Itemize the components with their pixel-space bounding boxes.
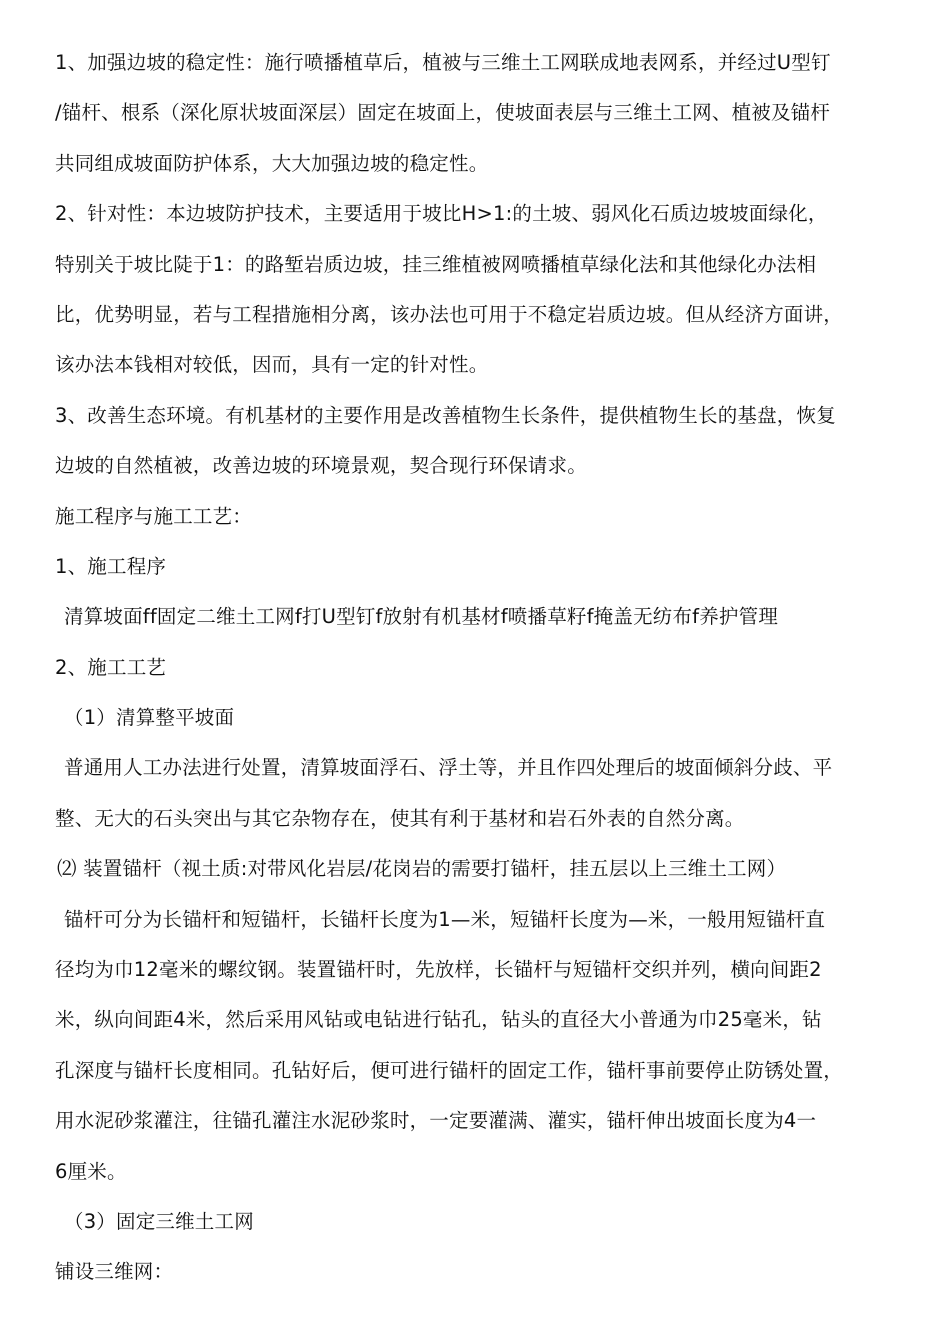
text-line: 铺设三维网： <box>55 1260 174 1284</box>
text-line: 边坡的自然植被，改善边坡的环境景观，契合现行环保请求。 <box>55 454 587 478</box>
section-heading: 施工程序与施工工艺： <box>55 504 253 528</box>
text-line: 6厘米。 <box>55 1159 127 1183</box>
text-line: /锚杆、根系（深化原状坡面深层）固定在坡面上，使坡面表层与三维土工网、植被及锚杆 <box>55 101 831 125</box>
text-line: 径均为巾12毫米的螺纹钢。装置锚杆时，先放样，长锚杆与短锚杆交织并列，横向间距2 <box>55 958 822 982</box>
text-line: 米，纵向间距4米，然后采用风钻或电钻进行钻孔，钻头的直径大小普通为巾25毫米，钻 <box>55 1008 822 1032</box>
procedure-flow: 清算坡面ff固定二维土工网f打U型钉f放射有机基材f喷播草籽f掩盖无纺布f养护管理 <box>64 605 779 629</box>
text-line: 锚杆可分为长锚杆和短锚杆，长锚杆长度为1—米，短锚杆长度为—米，一般用短锚杆直 <box>64 907 826 931</box>
text-line: 整、无大的石头突出与其它杂物存在，使其有利于基材和岩石外表的自然分离。 <box>55 806 745 830</box>
text-line: 孔深度与锚杆长度相同。孔钻好后，便可进行锚杆的固定工作，锚杆事前要停止防锈处置， <box>55 1058 844 1082</box>
subsection-heading: 2、施工工艺 <box>55 655 167 679</box>
step-heading: （3）固定三维土工网 <box>64 1209 254 1233</box>
document-page <box>55 46 900 1306</box>
text-line: 普通用人工办法进行处置，清算坡面浮石、浮土等，并且作四处理后的坡面倾斜分歧、平 <box>64 756 833 780</box>
text-line: 3、改善生态环境。有机基材的主要作用是改善植物生长条件，提供植物生长的基盘，恢复 <box>55 403 836 427</box>
text-line: 2、针对性：本边坡防护技术，主要适用于坡比H>1:的土坡、弱风化石质边坡坡面绿化， <box>55 202 828 226</box>
text-line: 1、加强边坡的稳定性：施行喷播植草后，植被与三维土工网联成地表网系，并经过U型钉 <box>55 51 831 74</box>
text-line: 共同组成坡面防护体系，大大加强边坡的稳定性。 <box>55 151 489 175</box>
step-heading: （1）清算整平坡面 <box>64 706 235 730</box>
text-line: 比，优势明显，若与工程措施相分离，该办法也可用于不稳定岩质边坡。但从经济方面讲， <box>55 302 844 326</box>
step-heading: ⑵ 装置锚杆（视土质:对带风化岩层/花岗岩的需要打锚杆，挂五层以上三维土工网） <box>57 857 787 881</box>
subsection-heading: 1、施工程序 <box>55 554 167 578</box>
text-line: 用水泥砂浆灌注，往锚孔灌注水泥砂浆时，一定要灌满、灌实，锚杆伸出坡面长度为4一 <box>55 1109 817 1133</box>
text-line: 该办法本钱相对较低，因而，具有一定的针对性。 <box>55 353 489 377</box>
text-line: 特别关于坡比陡于1：的路堑岩质边坡，挂三维植被网喷播植草绿化法和其他绿化办法相 <box>55 252 817 276</box>
